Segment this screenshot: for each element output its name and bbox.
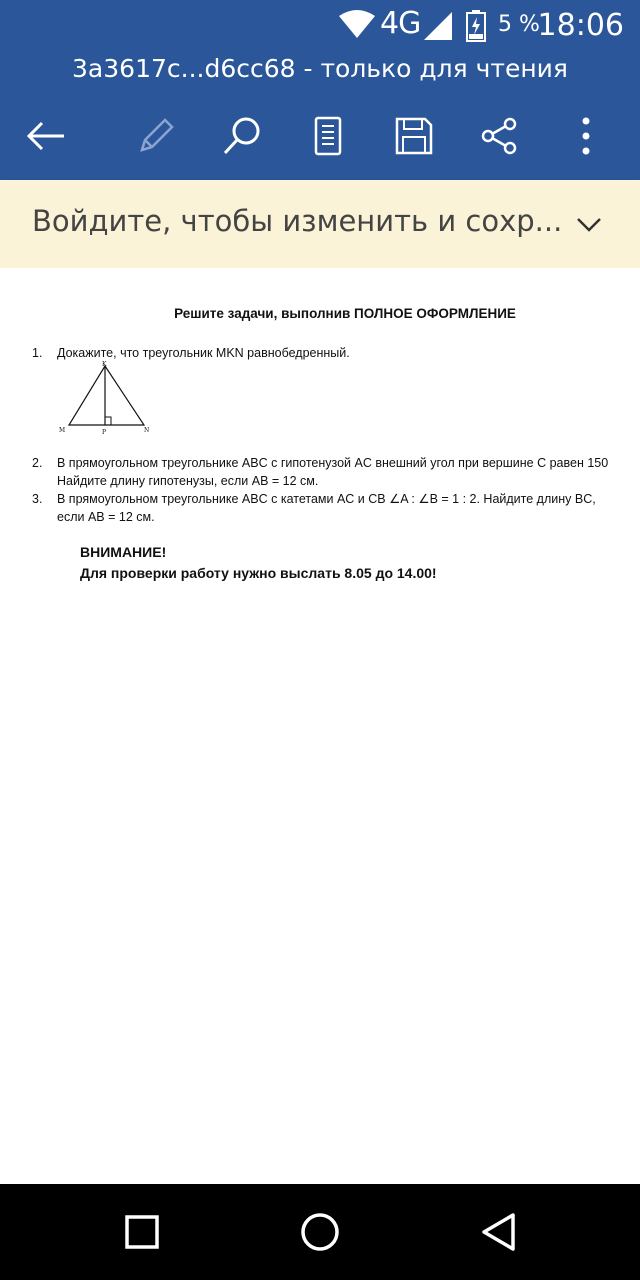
share-button[interactable] <box>471 108 527 164</box>
search-icon <box>222 116 262 156</box>
toolbar <box>0 100 640 170</box>
save-button[interactable] <box>386 108 442 164</box>
back-arrow-icon <box>26 120 66 152</box>
attention-heading: ВНИМАНИЕ! <box>80 544 167 560</box>
attention-text: Для проверки работу нужно выслать 8.05 до 14.00! <box>80 565 437 581</box>
clock: 18:06 <box>537 8 624 43</box>
circle-icon <box>300 1212 340 1252</box>
back-nav-button[interactable] <box>472 1206 524 1258</box>
task-number: 3. <box>32 492 43 506</box>
more-vertical-icon <box>581 117 591 155</box>
more-options-button[interactable] <box>558 108 614 164</box>
share-icon <box>480 117 518 155</box>
task-number: 2. <box>32 456 43 470</box>
chevron-down-icon[interactable] <box>576 208 602 242</box>
document-page[interactable] <box>0 268 640 1184</box>
edit-button[interactable] <box>128 108 184 164</box>
recent-apps-button[interactable] <box>116 1206 168 1258</box>
document-heading: Решите задачи, выполнив ПОЛНОЕ ОФОРМЛЕНИЕ <box>174 306 516 321</box>
vertex-label-top: K <box>102 361 107 368</box>
network-type: 4G <box>380 6 421 41</box>
system-nav-bar <box>0 1184 640 1280</box>
task-text-line-2: Найдите длину гипотенузы, если AB = 12 см. <box>57 474 319 488</box>
wifi-icon <box>338 10 376 40</box>
app-bar <box>0 0 640 180</box>
vertex-label-right: N <box>144 427 150 434</box>
banner-text: Войдите, чтобы изменить и сохр... <box>32 204 563 238</box>
triangle-back-icon <box>480 1212 516 1252</box>
vertex-label-left: M <box>59 427 66 434</box>
reading-view-button[interactable] <box>300 108 356 164</box>
reading-view-icon <box>314 116 342 156</box>
save-icon <box>395 117 433 155</box>
search-button[interactable] <box>214 108 270 164</box>
square-icon <box>125 1215 159 1249</box>
signal-icon <box>424 12 452 40</box>
back-button[interactable] <box>18 108 74 164</box>
task-number: 1. <box>32 346 43 360</box>
task-text: Докажите, что треугольник MKN равнобедренный. <box>57 346 350 360</box>
task-text-line-2: если AB = 12 см. <box>57 510 155 524</box>
home-button[interactable] <box>294 1206 346 1258</box>
vertex-label-bottom: P <box>102 429 107 436</box>
document-title: 3a3617c...d6cc68 - только для чтения <box>72 54 568 83</box>
battery-icon <box>466 10 486 42</box>
pencil-icon <box>136 116 176 156</box>
task-text-line-1: В прямоугольном треугольнике ABC с гипотенузой AC внешний угол при вершине C равен 150 <box>57 456 609 470</box>
triangle-figure <box>56 360 156 438</box>
task-text-line-1: В прямоугольном треугольнике ABC с катетами AC и CB ∠A : ∠B = 1 : 2. Найдите длину BC, <box>57 492 596 506</box>
status-bar <box>0 0 640 50</box>
battery-percent: 5 % <box>498 12 540 37</box>
sign-in-banner[interactable] <box>0 180 640 268</box>
